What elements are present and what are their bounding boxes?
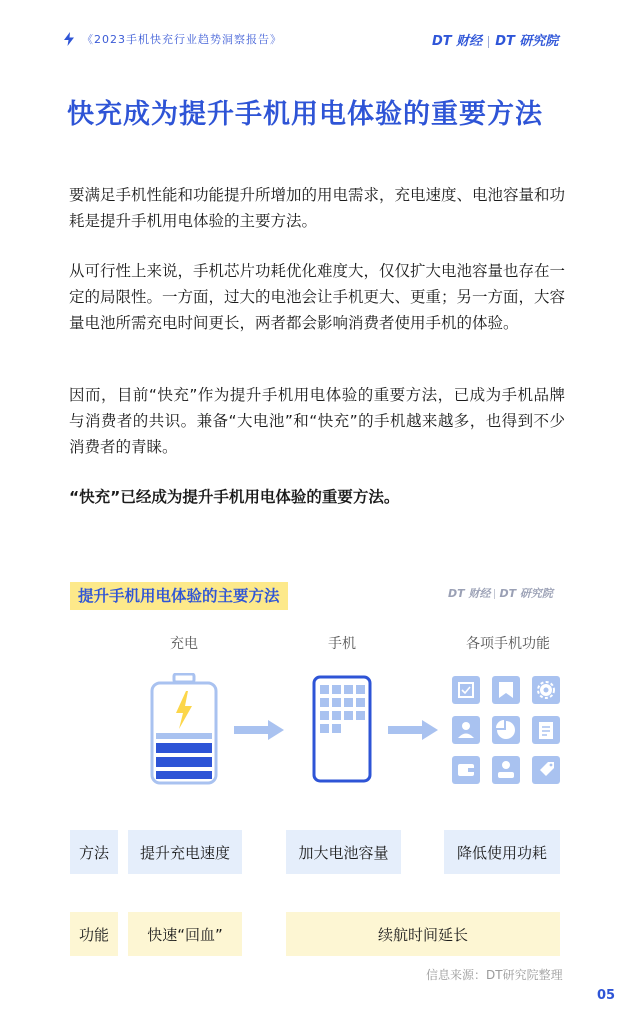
key-conclusion: “快充”已经成为提升手机用电体验的重要方法。 xyxy=(69,488,400,506)
paragraph-3: 因而，目前“快充”作为提升手机用电体验的重要方法，已成为手机品牌与消费者的共识。兼备“大电池”和“快充”的手机越来越多，也得到不少消费者的青睐。 xyxy=(69,386,565,456)
source-note: 信息来源：DT研究院整理 xyxy=(426,968,563,982)
battery-icon xyxy=(150,673,218,785)
function-fast-recharge: 快速“回血” xyxy=(128,912,242,956)
document-icon xyxy=(539,722,553,739)
paragraph-2: 从可行性上来说，手机芯片功耗优化难度大，仅仅扩大电池容量也存在一定的局限性。一方面，过大的电池会让手机更大、更重；另一方面，大容量电池所需充电时间更长，两者都会影响消费者使用手机的体验。 xyxy=(69,262,566,332)
row-label-function: 功能 xyxy=(70,912,118,956)
column-label-charging: 充电 xyxy=(170,636,198,652)
function-icon-grid xyxy=(452,676,562,786)
report-title: 《2023手机快充行业趋势洞察报告》 xyxy=(82,33,282,46)
page-number: 05 xyxy=(597,988,616,1003)
method-battery-capacity: 加大电池容量 xyxy=(286,830,401,874)
method-reduce-power: 降低使用功耗 xyxy=(444,830,560,874)
wallet-icon xyxy=(458,764,474,776)
arrow-right-icon xyxy=(234,720,284,740)
brand-dt-research: DT 研究院 xyxy=(495,34,559,49)
phone-icon xyxy=(312,675,372,783)
brand-dt-finance: DT 财经 xyxy=(432,34,483,49)
page-header xyxy=(0,0,630,60)
column-label-phone: 手机 xyxy=(328,636,356,652)
lightning-icon xyxy=(64,32,74,46)
chart-brand-logo xyxy=(448,585,553,601)
brand-dt-finance: DT 财经 xyxy=(448,587,491,600)
arrow-right-icon xyxy=(388,720,438,740)
page-title: 快充成为提升手机用电体验的重要方法 xyxy=(67,99,543,130)
column-label-functions: 各项手机功能 xyxy=(466,636,550,652)
brand-dt-research: DT 研究院 xyxy=(499,587,553,600)
paragraph-1: 要满足手机性能和功能提升所增加的用电需求，充电速度、电池容量和功耗是提升手机用电体验的主要方法。 xyxy=(69,186,566,230)
chart-title: 提升手机用电体验的主要方法 xyxy=(70,582,288,610)
brand-logo xyxy=(432,30,558,49)
function-extended-battery-life: 续航时间延长 xyxy=(286,912,560,956)
method-charging-speed: 提升充电速度 xyxy=(128,830,242,874)
row-label-method: 方法 xyxy=(70,830,118,874)
